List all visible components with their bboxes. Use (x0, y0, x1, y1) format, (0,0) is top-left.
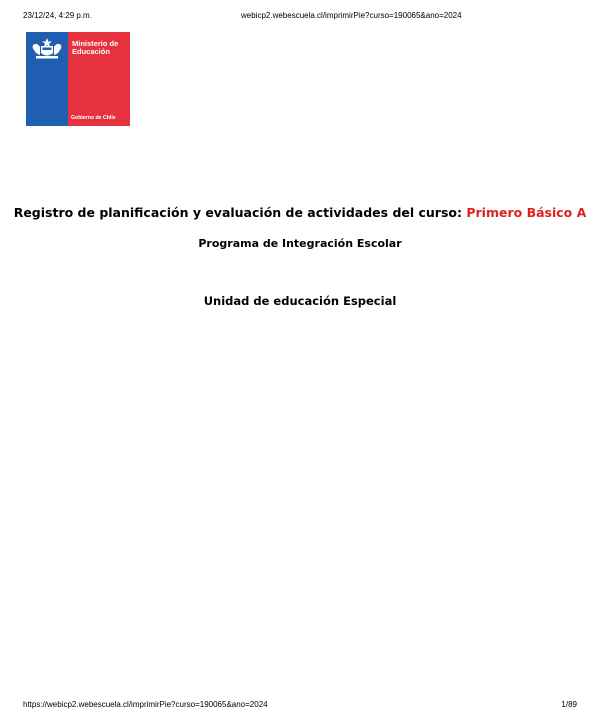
print-date: 23/12/24, 4:29 p.m. (23, 11, 92, 20)
logo-blue-panel (26, 32, 68, 126)
logo-government-label: Gobierno de Chile (71, 115, 116, 121)
unit-title: Unidad de educación Especial (203, 294, 397, 308)
ministry-logo (26, 32, 130, 126)
page-number: 1/89 (561, 700, 577, 709)
document-title (0, 205, 600, 220)
print-header-url: webicp2.webescuela.cl/imprimirPie?curso=190065&ano=2024 (241, 11, 462, 20)
print-footer-url: https://webicp2.webescuela.cl/imprimirPie?curso=190065&ano=2024 (23, 700, 268, 709)
title-prefix: Registro de planificación y evaluación de actividades del curso: (13, 205, 467, 220)
program-title: Programa de Integración Escolar (198, 237, 402, 250)
print-header (23, 11, 577, 23)
logo-red-panel (68, 32, 130, 126)
coat-of-arms-icon (30, 37, 64, 61)
print-footer (23, 700, 577, 712)
logo-ministry-name: Ministerio de Educación (72, 39, 119, 56)
course-name: Primero Básico A (466, 205, 587, 220)
